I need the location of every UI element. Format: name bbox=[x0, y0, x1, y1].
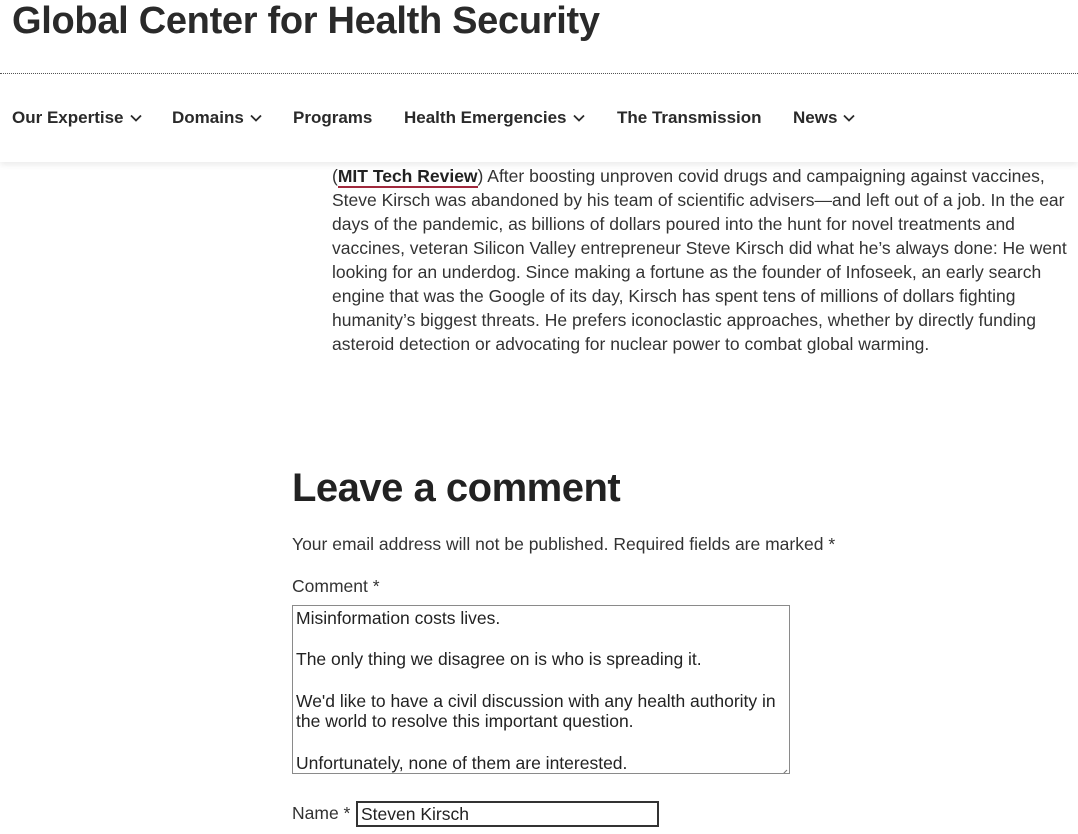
article-line: asteroid detection or advocating for nuclear power to combat global warming. bbox=[332, 334, 930, 354]
nav-item-label: Our Expertise bbox=[12, 108, 124, 127]
name-input[interactable]: Steven Kirsch bbox=[356, 801, 659, 827]
chevron-down-icon bbox=[130, 114, 142, 122]
comment-text-line: The only thing we disagree on is who is spreading it. bbox=[296, 649, 702, 670]
nav-item-news[interactable] bbox=[793, 108, 855, 128]
article-line: looking for an underdog. Since making a fortune as the founder of Infoseek, an early search bbox=[332, 262, 1042, 282]
nav-item-the-transmission[interactable] bbox=[617, 108, 762, 128]
nav-item-our-expertise[interactable] bbox=[12, 108, 142, 128]
chevron-down-icon bbox=[843, 114, 855, 122]
nav-item-label: Health Emergencies bbox=[404, 108, 567, 127]
article-line: humanity’s biggest threats. He prefers iconoclastic approaches, whether by directly funding bbox=[332, 310, 1036, 330]
comment-text-line: We'd like to have a civil discussion with any health authority in bbox=[296, 690, 776, 711]
comment-textarea[interactable] bbox=[292, 605, 790, 774]
source-link[interactable]: MIT Tech Review bbox=[337, 166, 478, 186]
nav-item-label: The Transmission bbox=[617, 108, 762, 127]
comment-section-title: Leave a comment bbox=[292, 466, 621, 510]
article-line bbox=[332, 164, 1078, 188]
main-navigation bbox=[0, 74, 1078, 162]
nav-item-label: Domains bbox=[172, 108, 244, 127]
article-excerpt bbox=[332, 164, 1078, 356]
article-line: vaccines, veteran Silicon Valley entrepreneur Steve Kirsch did what he’s always done: He went bbox=[332, 238, 1067, 258]
resize-handle-icon[interactable] bbox=[778, 762, 788, 772]
chevron-down-icon bbox=[573, 114, 585, 122]
nav-item-programs[interactable] bbox=[293, 108, 372, 128]
name-label: Name * bbox=[292, 803, 351, 823]
chevron-down-icon bbox=[250, 114, 262, 122]
open-paren: ( bbox=[332, 166, 338, 186]
comment-label: Comment * bbox=[292, 576, 380, 596]
nav-item-health-emergencies[interactable] bbox=[404, 108, 585, 128]
nav-item-domains[interactable] bbox=[172, 108, 262, 128]
comment-text-line: Unfortunately, none of them are interested. bbox=[296, 752, 628, 773]
comment-notes: Your email address will not be published. Required fields are marked * bbox=[292, 534, 836, 554]
article-line-text: ) After boosting unproven covid drugs and campaigning against vaccines, bbox=[477, 166, 1045, 186]
article-line: days of the pandemic, as billions of dollars poured into the hunt for novel treatments and bbox=[332, 214, 1015, 234]
nav-item-label: News bbox=[793, 108, 838, 127]
article-line: engine that was the Google of its day, Kirsch has spent tens of millions of dollars fighting bbox=[332, 286, 1016, 306]
site-title[interactable]: Global Center for Health Security bbox=[12, 0, 600, 42]
article-line: Steve Kirsch was abandoned by his team of scientific advisers—and left out of a job. In the ear bbox=[332, 190, 1065, 210]
comment-text-line: Misinformation costs lives. bbox=[296, 608, 501, 628]
nav-item-label: Programs bbox=[293, 108, 373, 127]
comment-text-line: the world to resolve this important question. bbox=[296, 711, 634, 732]
